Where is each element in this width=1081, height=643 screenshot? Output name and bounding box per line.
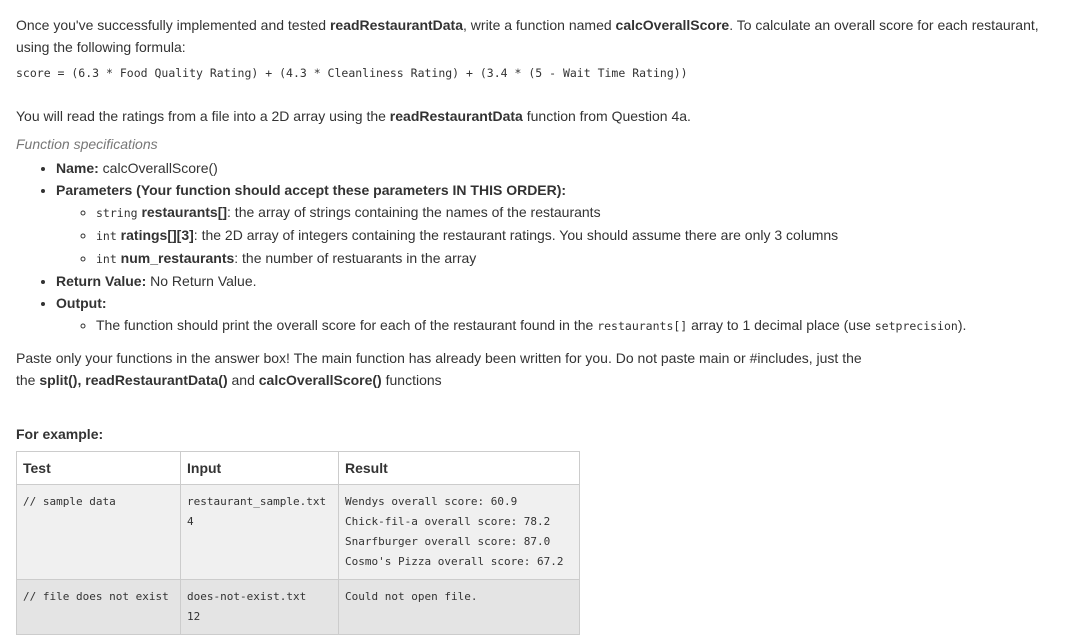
param-desc: : the 2D array of integers containing the restaurant ratings. You should assume there are only 3 columns <box>193 227 839 243</box>
output-code-setprecision: setprecision <box>874 319 958 333</box>
spec-name-label: Name: <box>56 160 99 176</box>
table-row <box>17 485 580 580</box>
intro-fn-calc: calcOverallScore <box>615 17 730 33</box>
result-line: Chick-fil-a overall score: 78.2 <box>345 515 551 528</box>
score-formula: score = (6.3 * Food Quality Rating) + (4.3 * Cleanliness Rating) + (3.4 * (5 - Wait Time Rating)) <box>16 66 688 80</box>
spec-params-item <box>56 179 1066 270</box>
paste-instructions <box>16 347 1066 391</box>
test-text: // sample data <box>23 495 116 508</box>
intro-text-1: Once you've successfully implemented and tested <box>16 17 330 33</box>
output-text-1: The function should print the overall score for each of the restaurant found in the <box>96 317 598 333</box>
output-list <box>56 314 1066 337</box>
intro-text-3: . To calculate an overall score for each restaurant, using the following formula: <box>16 17 1039 55</box>
input-cell <box>181 580 339 635</box>
output-text-3: ). <box>957 317 967 333</box>
test-cell <box>17 485 181 580</box>
input-line: 4 <box>187 515 194 528</box>
header-input: Input <box>181 452 339 485</box>
intro-paragraph <box>16 14 1066 58</box>
spec-output-label: Output: <box>56 295 107 311</box>
formula-line <box>16 62 1066 83</box>
spec-params-label: Parameters (Your function should accept these parameters IN THIS ORDER): <box>56 182 567 198</box>
read-note-text-2: function from Question 4a. <box>522 108 691 124</box>
param-item <box>96 201 1066 224</box>
read-note-paragraph <box>16 105 1066 127</box>
intro-text-2: , write a function named <box>463 17 616 33</box>
read-note-fn: readRestaurantData <box>389 108 523 124</box>
output-code-restaurants: restaurants[] <box>597 319 688 333</box>
param-name: num_restaurants <box>120 250 235 266</box>
question-content <box>16 14 1066 635</box>
param-type: int <box>96 229 117 243</box>
spec-name-item <box>56 157 1066 179</box>
spec-name-value: calcOverallScore() <box>98 160 218 176</box>
param-name: restaurants[] <box>141 204 228 220</box>
paste-text-2: the <box>16 372 40 388</box>
example-table <box>16 451 580 635</box>
param-type: string <box>96 206 138 220</box>
header-test: Test <box>17 452 181 485</box>
read-note-text-1: You will read the ratings from a file into a 2D array using the <box>16 108 390 124</box>
intro-fn-read: readRestaurantData <box>329 17 464 33</box>
test-text: // file does not exist <box>23 590 169 603</box>
spec-output-item <box>56 292 1066 337</box>
param-list <box>56 201 1066 270</box>
result-line: Snarfburger overall score: 87.0 <box>345 535 551 548</box>
param-desc: : the number of restuarants in the array <box>234 250 477 266</box>
result-line: Could not open file. <box>345 590 478 603</box>
result-cell <box>339 580 580 635</box>
output-text-2: array to 1 decimal place (use <box>687 317 875 333</box>
param-item <box>96 247 1066 270</box>
table-header-row <box>17 452 580 485</box>
table-row <box>17 580 580 635</box>
paste-text-3: and <box>227 372 259 388</box>
param-desc: : the array of strings containing the names of the restaurants <box>227 204 601 220</box>
test-cell <box>17 580 181 635</box>
input-line: does-not-exist.txt <box>187 590 307 603</box>
paste-fns-2: calcOverallScore() <box>258 372 382 388</box>
paste-fns-1: split(), readRestaurantData() <box>39 372 228 388</box>
spec-list <box>16 157 1066 337</box>
paste-text-1: Paste only your functions in the answer box! The main function has already been written for you. Do not paste main or #includes, just the <box>16 350 862 366</box>
spec-return-item <box>56 270 1066 292</box>
input-line: 12 <box>187 610 201 623</box>
paste-text-4: functions <box>381 372 442 388</box>
param-item <box>96 224 1066 247</box>
param-type: int <box>96 252 117 266</box>
spec-title: Function specifications <box>16 136 158 152</box>
spec-return-label: Return Value: <box>56 273 147 289</box>
input-line: restaurant_sample.txt <box>187 495 327 508</box>
spec-return-value: No Return Value. <box>146 273 257 289</box>
result-line: Cosmo's Pizza overall score: 67.2 <box>345 555 564 568</box>
result-cell <box>339 485 580 580</box>
output-desc-item <box>96 314 1066 337</box>
spacer <box>16 83 1066 105</box>
param-name: ratings[][3] <box>120 227 194 243</box>
result-line: Wendys overall score: 60.9 <box>345 495 518 508</box>
header-result: Result <box>339 452 580 485</box>
example-label: For example: <box>16 426 104 442</box>
input-cell <box>181 485 339 580</box>
